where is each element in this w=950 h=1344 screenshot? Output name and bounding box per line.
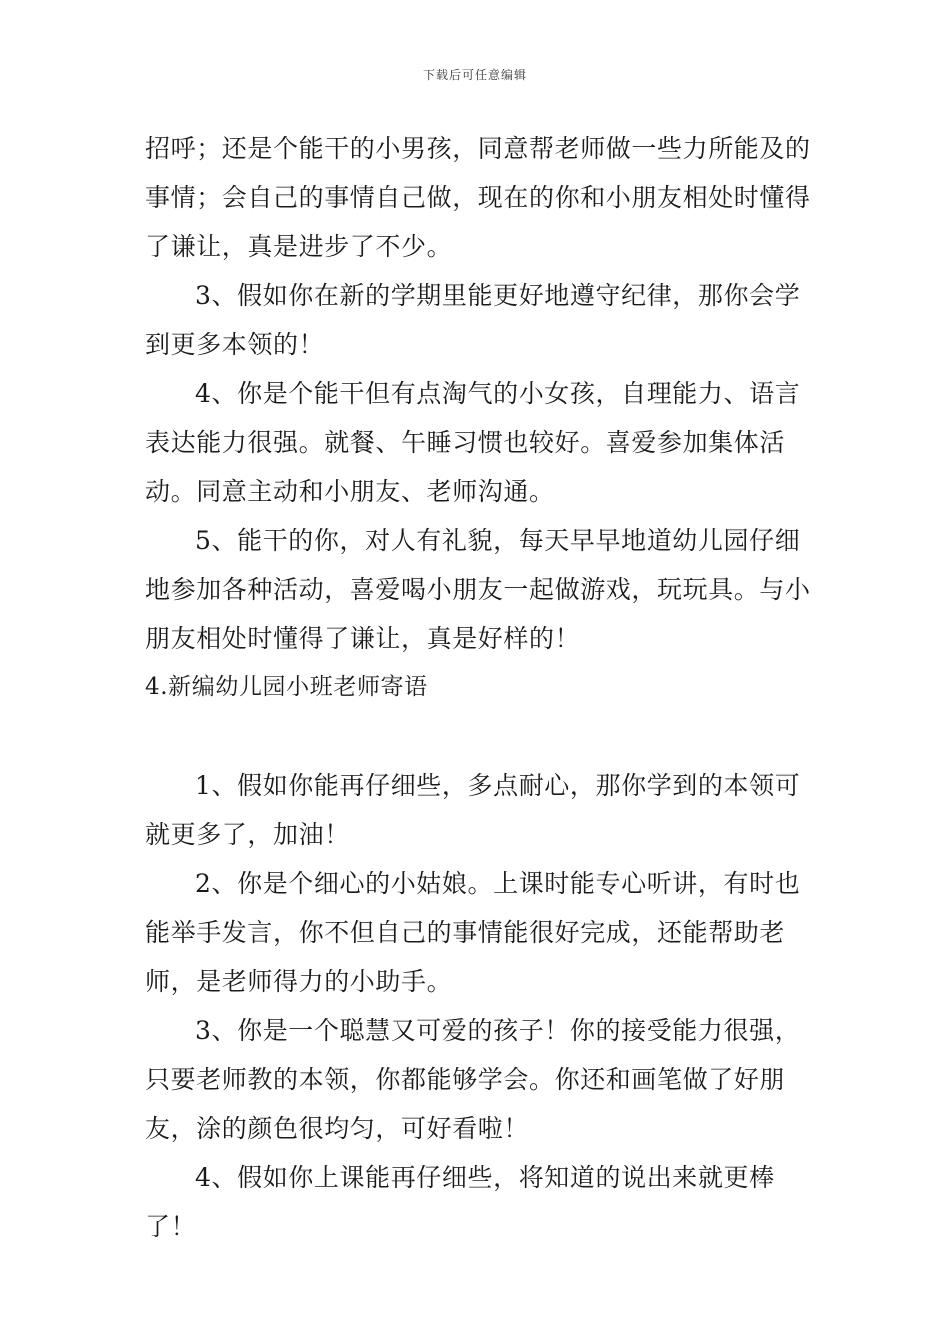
page-header: 下载后可任意编辑 [422, 68, 527, 82]
document-body [145, 124, 817, 1251]
paragraph-item-4: 4、你是个能干但有点淘气的小女孩，自理能力、语言表达能力很强。就餐、午睡习惯也较好。喜爱参加集体活动。同意主动和小朋友、老师沟通。 [145, 379, 801, 506]
paragraph-new-3: 3、你是一个聪慧又可爱的孩子！你的接受能力很强，只要老师教的本领，你都能够学会。你还和画笔做了好朋友，涂的颜色很均匀，可好看啦！ [145, 1016, 801, 1143]
blank-line [145, 712, 817, 761]
paragraph-new-2: 2、你是个细心的小姑娘。上课时能专心听讲，有时也能举手发言，你不但自己的事情能很好完成，还能帮助老师，是老师得力的小助手。 [145, 869, 801, 996]
paragraph-item-5: 5、能干的你，对人有礼貌，每天早早地道幼儿园仔细地参加各种活动，喜爱喝小朋友一起做游戏，玩玩具。与小朋友相处时懂得了谦让，真是好样的！ [145, 526, 811, 653]
paragraph-intro-continued: 招呼；还是个能干的小男孩，同意帮老师做一些力所能及的事情；会自己的事情自己做，现在的你和小朋友相处时懂得了谦让，真是进步了不少。 [145, 134, 811, 261]
section-heading: 4.新编幼儿园小班老师寄语 [145, 674, 428, 700]
paragraph-new-1: 1、假如你能再仔细些，多点耐心，那你学到的本领可就更多了，加油！ [145, 771, 801, 849]
paragraph-new-4: 4、假如你上课能再仔细些，将知道的说出来就更棒了！ [145, 1163, 775, 1241]
paragraph-item-3: 3、假如你在新的学期里能更好地遵守纪律，那你会学到更多本领的！ [145, 281, 801, 359]
